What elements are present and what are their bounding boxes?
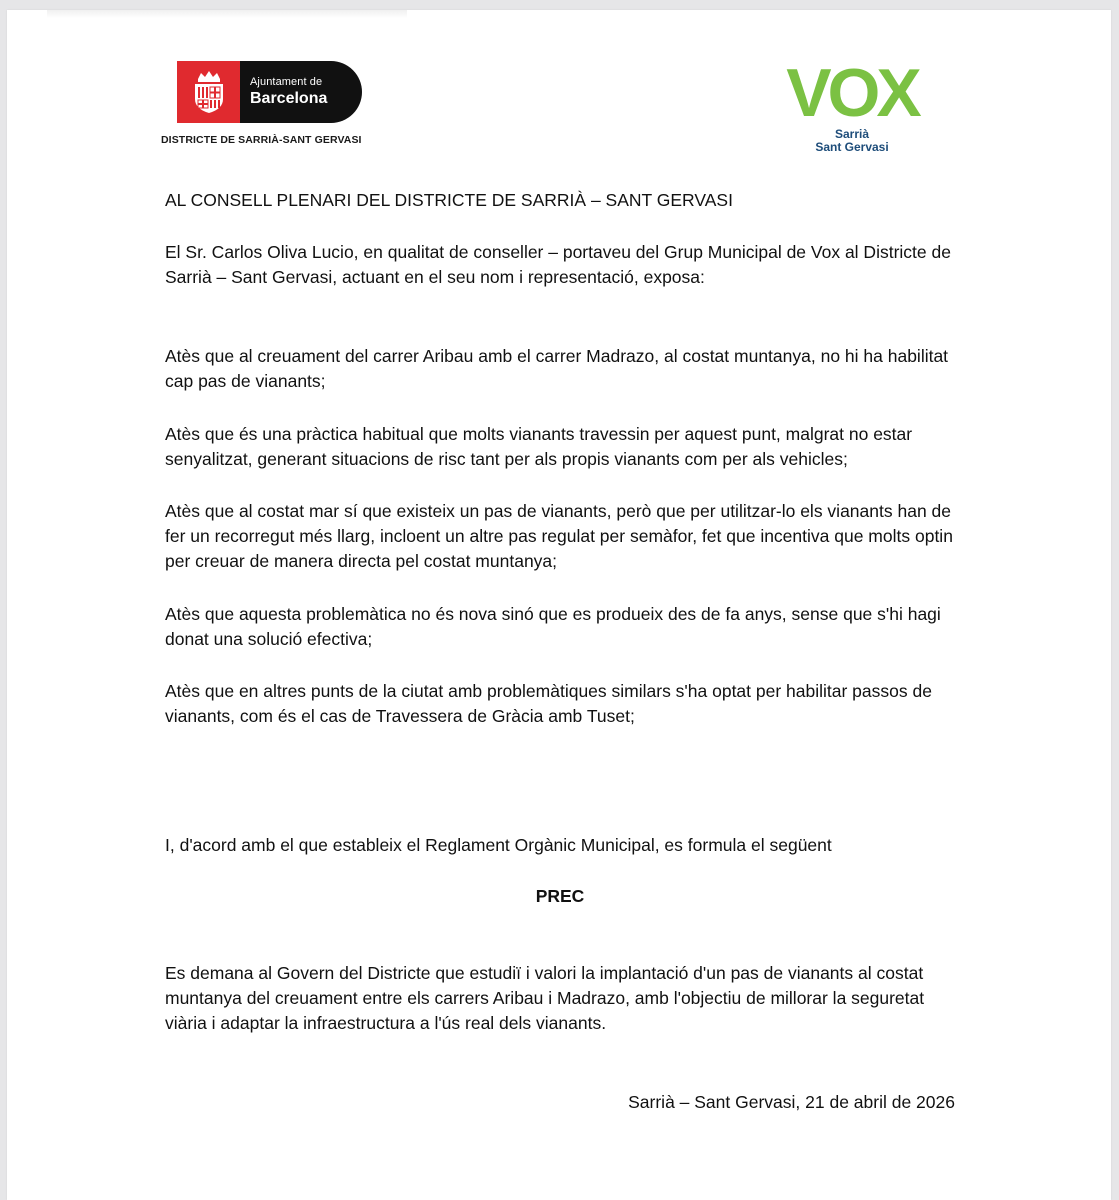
consideration-paragraph: Atès que aquesta problemàtica no és nova sinó que es produeix des de fa anys, sense que s'hi hagi donat una solució efectiva; <box>165 604 941 649</box>
formula-paragraph: I, d'acord amb el que estableix el Reglament Orgànic Municipal, es formula el següent <box>165 835 832 855</box>
consideration-paragraph: Atès que al costat mar sí que existeix un pas de vianants, però que per utilitzar-lo els vianants han de fer un recorregut més llarg, incloent un altre pas regulat per semàfor, fet que incentiva que molts optin per creuar de manera directa pel costat muntanya; <box>165 501 953 571</box>
logo-line-barcelona: Barcelona <box>250 90 328 107</box>
vox-wordmark: VOX <box>786 55 918 131</box>
intro-paragraph: El Sr. Carlos Oliva Lucio, en qualitat de conseller – portaveu del Grup Municipal de Vox al Districte de Sarrià – Sant Gervasi, actuant en el seu nom i representació, exposa: <box>165 242 951 287</box>
request-paragraph: Es demana al Govern del Districte que estudiï i valori la implantació d'un pas de vianants al costat muntanya del creuament entre els carrers Aribau i Madrazo, amb l'objectiu de millorar la seguretat viària i adaptar la infraestructura a l'ús real dels vianants. <box>165 963 925 1033</box>
signature-line: Sarrià – Sant Gervasi, 21 de abril de 2026 <box>628 1092 955 1112</box>
vox-subtitle-line1: Sarrià <box>834 127 870 141</box>
barcelona-shield-icon <box>177 61 240 123</box>
consideration-paragraph: Atès que en altres punts de la ciutat amb problemàtiques similars s'ha optat per habilitar passos de vianants, com és el cas de Travessera de Gràcia amb Tuset; <box>165 681 932 726</box>
scan-edge <box>47 10 407 18</box>
district-caption: DISTRICTE DE SARRIÀ-SANT GERVASI <box>161 134 362 146</box>
barcelona-wordmark <box>240 61 362 123</box>
vox-subtitle-line2: Sant Gervasi <box>815 140 889 154</box>
document-page <box>7 10 1111 1200</box>
prec-title: PREC <box>535 886 585 906</box>
vox-logo <box>782 55 922 154</box>
barcelona-logo <box>177 61 367 131</box>
consideration-paragraph: Atès que al creuament del carrer Aribau amb el carrer Madrazo, al costat muntanya, no hi ha habilitat cap pas de vianants; <box>165 346 949 391</box>
logo-line-ajuntament: Ajuntament de <box>250 76 323 88</box>
consideration-paragraph: Atès que és una pràctica habitual que molts vianants travessin per aquest punt, malgrat no estar senyalitzat, generant situacions de risc tant per als propis vianants com per als vehicles; <box>165 424 913 469</box>
addressee-heading: AL CONSELL PLENARI DEL DISTRICTE DE SARRIÀ – SANT GERVASI <box>165 190 733 210</box>
